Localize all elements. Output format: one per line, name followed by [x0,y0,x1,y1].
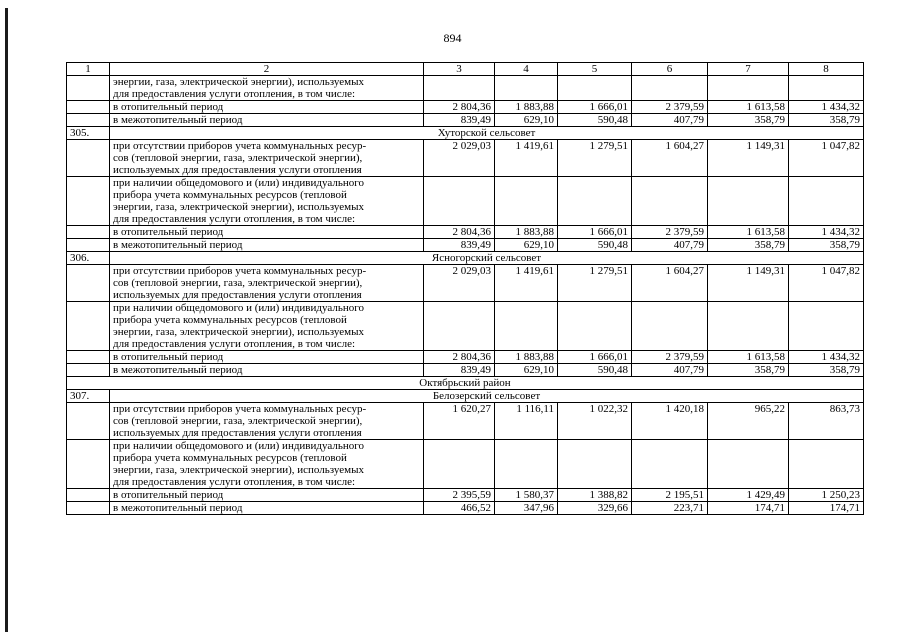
value-cell: 223,71 [632,502,708,515]
value-cell: 1 613,58 [708,226,789,239]
empty-cell [708,440,789,489]
row-number-cell [67,177,110,226]
description-cell [110,302,424,351]
table-row [67,177,864,226]
column-number-cell: 1 [67,63,110,76]
description-line: при наличии общедомового и (или) индивидуального [113,177,364,189]
value-cell: 1 149,31 [708,265,789,302]
value-cell: 1 429,49 [708,489,789,502]
period-label: в межотопительный период [110,239,424,252]
row-number-cell [67,140,110,177]
section-number: 305. [67,127,110,140]
value-cell: 466,52 [424,502,495,515]
value-cell: 1 250,23 [789,489,864,502]
section-number: 306. [67,252,110,265]
description-line: для предоставления услуги отопления, в том числе: [113,476,356,488]
section-title: Хуторской сельсовет [110,127,864,140]
row-number-cell [67,489,110,502]
value-cell: 1 047,82 [789,140,864,177]
period-label: в отопительный период [110,226,424,239]
value-cell: 590,48 [558,239,632,252]
table-row [67,114,864,127]
description-line: энергии, газа, электрической энергии), используемых [113,76,364,88]
row-number-cell [67,351,110,364]
section-title: Белозерский сельсовет [110,390,864,403]
empty-cell [708,302,789,351]
value-cell: 358,79 [708,364,789,377]
description-line: используемых для предоставления услуги отопления [113,427,362,439]
value-cell: 839,49 [424,239,495,252]
empty-cell [632,440,708,489]
value-cell: 1 116,11 [495,403,558,440]
table-row [67,239,864,252]
table-row [67,403,864,440]
empty-cell [632,177,708,226]
value-cell: 358,79 [708,239,789,252]
page-number: 894 [443,31,462,45]
value-cell: 1 434,32 [789,226,864,239]
table-row [67,226,864,239]
table-row [67,265,864,302]
row-number-cell [67,403,110,440]
description-cell [110,177,424,226]
empty-cell [558,76,632,101]
table-row [67,489,864,502]
value-cell: 2 029,03 [424,140,495,177]
value-cell: 407,79 [632,364,708,377]
column-number-cell: 8 [789,63,864,76]
value-cell: 329,66 [558,502,632,515]
section-number: 307. [67,390,110,403]
value-cell: 1 604,27 [632,140,708,177]
description-line: энергии, газа, электрической энергии), используемых [113,326,364,338]
description-line: при отсутствии приборов учета коммунальных ресур- [113,265,367,277]
value-cell: 358,79 [789,364,864,377]
description-cell [110,265,424,302]
description-line: прибора учета коммунальных ресурсов (тепловой [113,189,347,201]
empty-cell [632,76,708,101]
value-cell: 2 379,59 [632,101,708,114]
value-cell: 1 434,32 [789,351,864,364]
column-number-cell: 6 [632,63,708,76]
section-row [67,390,864,403]
column-number-cell: 2 [110,63,424,76]
value-cell: 407,79 [632,114,708,127]
value-cell: 1 620,27 [424,403,495,440]
column-number-cell: 4 [495,63,558,76]
value-cell: 1 883,88 [495,226,558,239]
row-number-cell [67,226,110,239]
value-cell: 1 149,31 [708,140,789,177]
value-cell: 2 029,03 [424,265,495,302]
value-cell: 1 047,82 [789,265,864,302]
value-cell: 629,10 [495,239,558,252]
table-row [67,140,864,177]
description-cell [110,76,424,101]
row-number-cell [67,265,110,302]
value-cell: 174,71 [789,502,864,515]
value-cell: 839,49 [424,364,495,377]
value-cell: 1 580,37 [495,489,558,502]
value-cell: 2 395,59 [424,489,495,502]
value-cell: 1 666,01 [558,351,632,364]
description-cell [110,140,424,177]
description-line: при наличии общедомового и (или) индивидуального [113,440,364,452]
value-cell: 1 388,82 [558,489,632,502]
column-number-cell: 3 [424,63,495,76]
empty-cell [495,177,558,226]
empty-cell [424,440,495,489]
row-number-cell [67,364,110,377]
empty-cell [708,177,789,226]
column-number-cell: 7 [708,63,789,76]
value-cell: 1 604,27 [632,265,708,302]
value-cell: 1 420,18 [632,403,708,440]
value-cell: 863,73 [789,403,864,440]
value-cell: 407,79 [632,239,708,252]
row-number-cell [67,114,110,127]
description-line: сов (тепловой энергии, газа, электрической энергии), [113,277,363,289]
value-cell: 2 804,36 [424,226,495,239]
binding-edge-mark [5,8,8,632]
empty-cell [424,302,495,351]
value-cell: 590,48 [558,364,632,377]
value-cell: 1 434,32 [789,101,864,114]
value-cell: 1 419,61 [495,265,558,302]
table-row [67,76,864,101]
value-cell: 2 379,59 [632,226,708,239]
empty-cell [495,76,558,101]
row-number-cell [67,239,110,252]
row-number-cell [67,302,110,351]
description-line: для предоставления услуги отопления, в том числе: [113,338,356,350]
row-number-cell [67,101,110,114]
empty-cell [495,302,558,351]
value-cell: 174,71 [708,502,789,515]
value-cell: 1 613,58 [708,101,789,114]
period-label: в межотопительный период [110,502,424,515]
value-cell: 358,79 [789,114,864,127]
value-cell: 2 804,36 [424,351,495,364]
description-line: используемых для предоставления услуги отопления [113,164,362,176]
table-row [67,101,864,114]
description-line: для предоставления услуги отопления, в том числе: [113,213,356,225]
empty-cell [424,76,495,101]
description-cell [110,440,424,489]
row-number-cell [67,440,110,489]
description-line: при отсутствии приборов учета коммунальных ресур- [113,403,367,415]
value-cell: 2 195,51 [632,489,708,502]
row-number-cell [67,502,110,515]
empty-cell [789,302,864,351]
value-cell: 358,79 [789,239,864,252]
section-title: Ясногорский сельсовет [110,252,864,265]
table-row [67,302,864,351]
description-line: сов (тепловой энергии, газа, электрической энергии), [113,415,363,427]
empty-cell [424,177,495,226]
period-label: в отопительный период [110,101,424,114]
description-line: для предоставления услуги отопления, в том числе: [113,88,356,100]
period-label: в межотопительный период [110,114,424,127]
period-label: в межотопительный период [110,364,424,377]
description-line: прибора учета коммунальных ресурсов (тепловой [113,452,347,464]
value-cell: 839,49 [424,114,495,127]
table-row [67,364,864,377]
value-cell: 629,10 [495,114,558,127]
empty-cell [789,440,864,489]
value-cell: 1 022,32 [558,403,632,440]
description-line: используемых для предоставления услуги отопления [113,289,362,301]
empty-cell [708,76,789,101]
value-cell: 629,10 [495,364,558,377]
period-label: в отопительный период [110,489,424,502]
value-cell: 1 279,51 [558,265,632,302]
table-row [67,502,864,515]
section-row [67,252,864,265]
description-line: энергии, газа, электрической энергии), используемых [113,464,364,476]
empty-cell [632,302,708,351]
value-cell: 1 419,61 [495,140,558,177]
value-cell: 1 883,88 [495,351,558,364]
description-line: энергии, газа, электрической энергии), используемых [113,201,364,213]
empty-cell [558,440,632,489]
row-number-cell [67,76,110,101]
value-cell: 1 613,58 [708,351,789,364]
value-cell: 2 379,59 [632,351,708,364]
description-line: сов (тепловой энергии, газа, электрической энергии), [113,152,363,164]
table-row [67,351,864,364]
description-cell [110,403,424,440]
empty-cell [558,177,632,226]
value-cell: 347,96 [495,502,558,515]
value-cell: 1 666,01 [558,226,632,239]
value-cell: 965,22 [708,403,789,440]
section-row [67,127,864,140]
description-line: при отсутствии приборов учета коммунальных ресур- [113,140,367,152]
table-row [67,440,864,489]
value-cell: 358,79 [708,114,789,127]
district-row [67,377,864,390]
value-cell: 1 666,01 [558,101,632,114]
period-label: в отопительный период [110,351,424,364]
column-number-row [67,63,864,76]
value-cell: 590,48 [558,114,632,127]
empty-cell [789,177,864,226]
empty-cell [495,440,558,489]
value-cell: 2 804,36 [424,101,495,114]
value-cell: 1 883,88 [495,101,558,114]
column-number-cell: 5 [558,63,632,76]
empty-cell [789,76,864,101]
tariff-table [66,62,864,515]
value-cell: 1 279,51 [558,140,632,177]
description-line: при наличии общедомового и (или) индивидуального [113,302,364,314]
description-line: прибора учета коммунальных ресурсов (тепловой [113,314,347,326]
district-title: Октябрьский район [67,377,864,390]
empty-cell [558,302,632,351]
